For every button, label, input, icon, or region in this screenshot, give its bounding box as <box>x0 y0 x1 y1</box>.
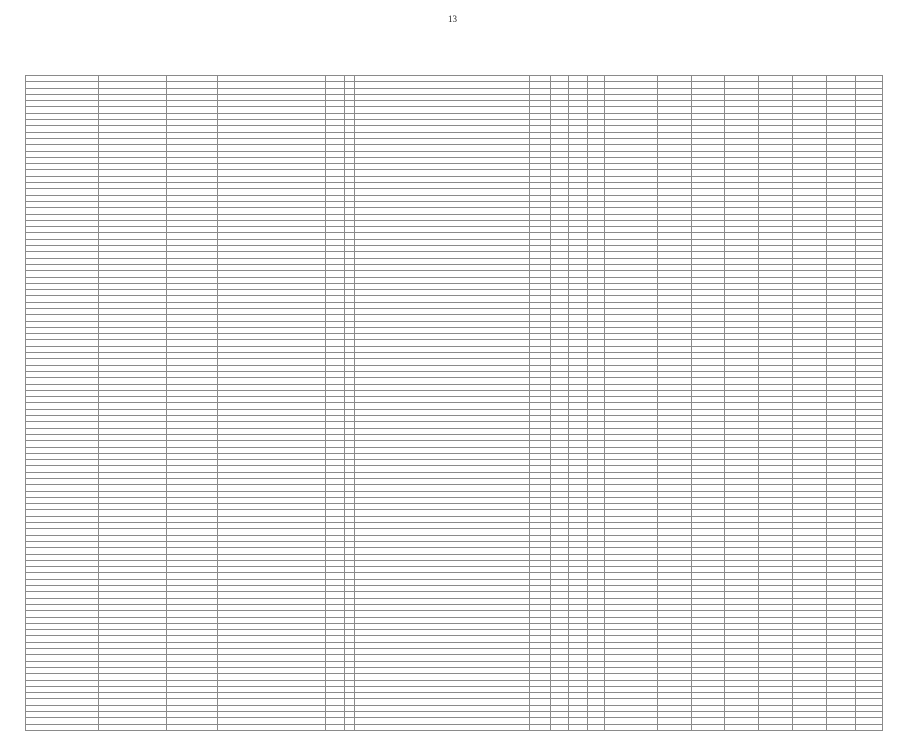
table-cell <box>26 724 99 730</box>
table-cell <box>793 724 827 730</box>
table-cell <box>530 724 551 730</box>
data-table <box>25 75 883 731</box>
table-cell <box>856 724 883 730</box>
table-cell <box>605 724 657 730</box>
data-table-container <box>25 75 883 627</box>
table-row <box>26 724 883 730</box>
table-cell <box>550 724 569 730</box>
table-cell <box>166 724 217 730</box>
table-cell <box>326 724 345 730</box>
table-cell <box>827 724 856 730</box>
table-cell <box>355 724 530 730</box>
table-cell <box>725 724 759 730</box>
table-cell <box>218 724 326 730</box>
table-cell <box>759 724 793 730</box>
table-body <box>26 76 883 731</box>
table-cell <box>99 724 167 730</box>
table-cell <box>344 724 354 730</box>
table-cell <box>657 724 691 730</box>
page-number: 13 <box>448 14 457 24</box>
table-cell <box>587 724 604 730</box>
table-cell <box>691 724 725 730</box>
table-cell <box>569 724 588 730</box>
